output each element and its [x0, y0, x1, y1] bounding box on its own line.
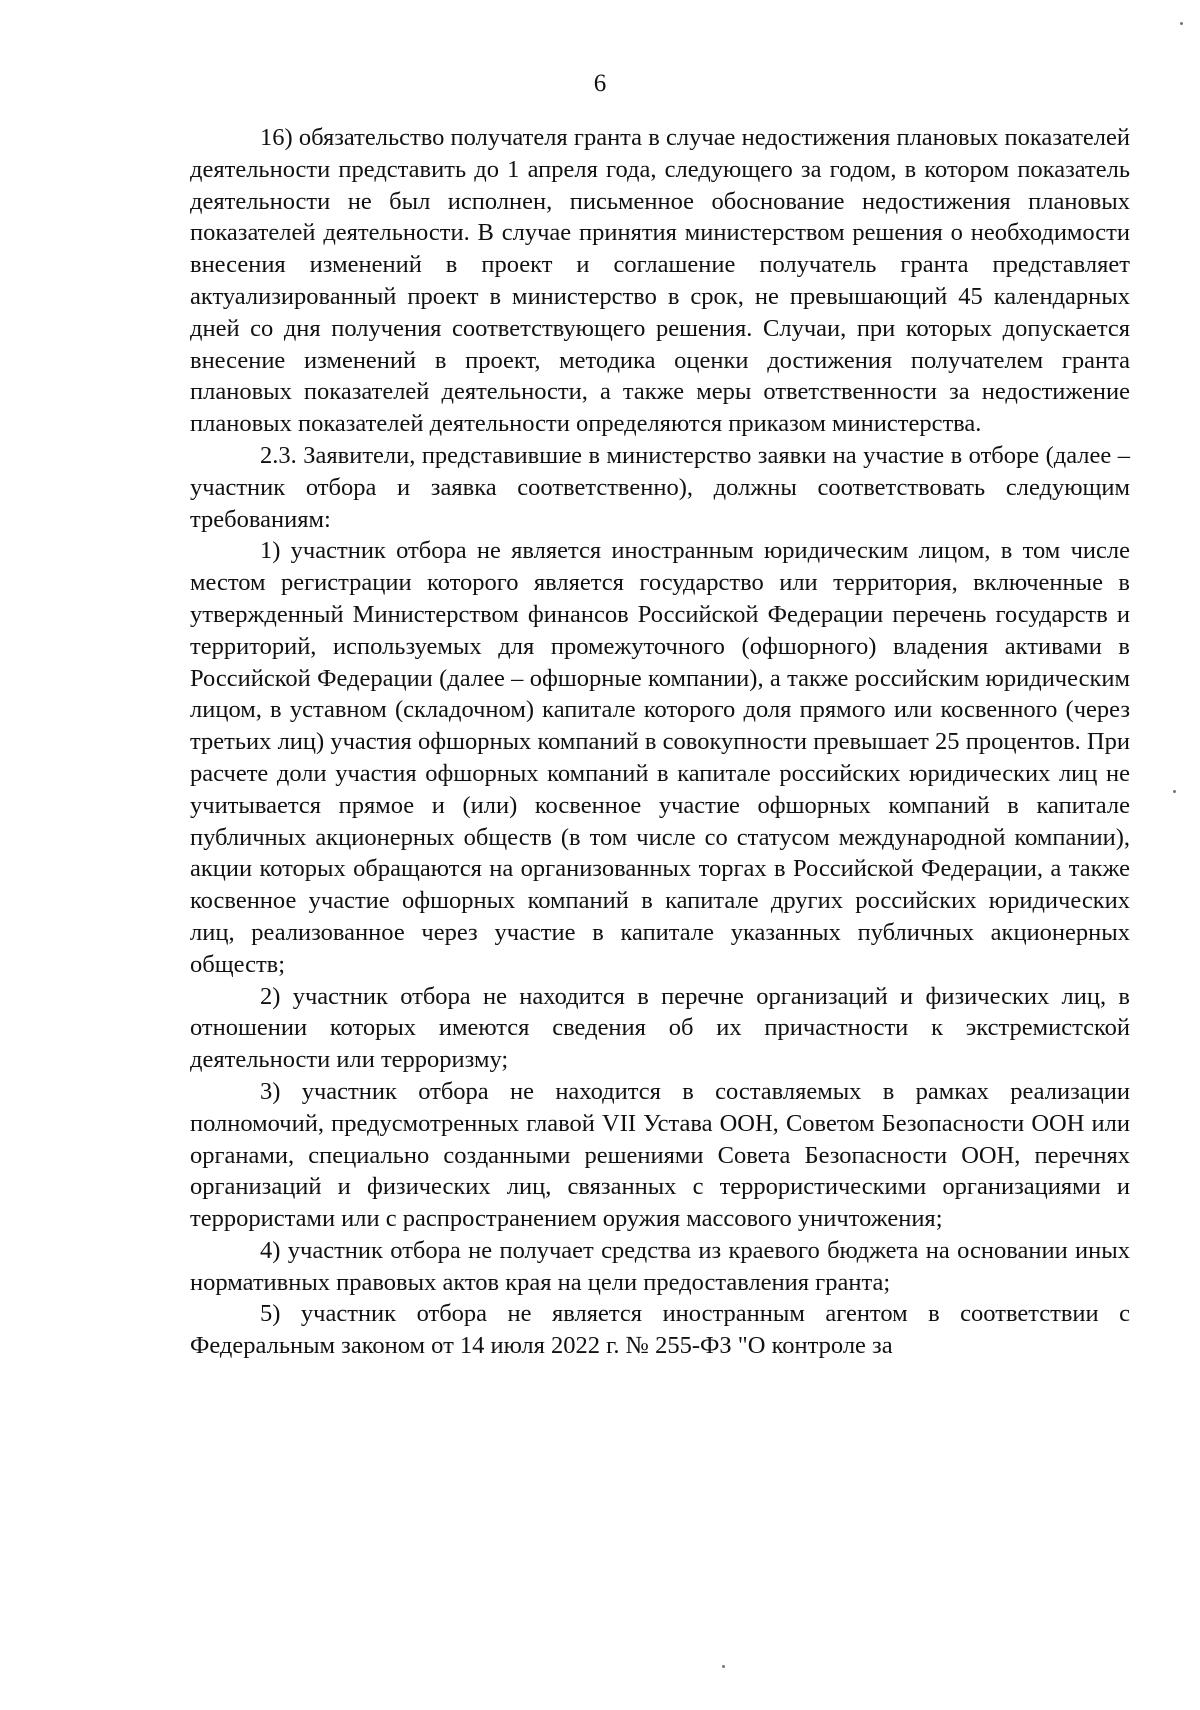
paragraph-requirement-1: 1) участник отбора не является иностранным юридическим лицом, в том числе местом регистрации которого является государство или территория, включенные в утвержденный Министерством финансов Российской Федерации перечень государств и территорий, используемых для промежуточного (офшорного) владения активами в Российской Федерации (далее – офшорные компании), а также российским юридическим лицом, в уставном (складочном) капитале которого доля прямого или косвенного (через третьих лиц) участия офшорных компаний в совокупности превышает 25 процентов. При расчете доли участия офшорных компаний в капитале российских юридических лиц не учитывается прямое и (или) косвенное участие офшорных компаний в капитале публичных акционерных обществ (в том числе со статусом международной компании), акции которых обращаются на организованных торгах в Российской Федерации, а также косвенное участие офшорных компаний в капитале других российских юридических лиц, реализованное через участие в капитале указанных публичных акционерных обществ; [190, 537, 1130, 978]
paragraph-section-2-3: 2.3. Заявители, представившие в министерство заявки на участие в отборе (далее – участник отбора и заявка соответственно), должны соответствовать следующим требованиям: [190, 441, 1130, 533]
paragraph-item-16: 16) обязательство получателя гранта в случае недостижения плановых показателей деятельности представить до 1 апреля года, следующего за годом, в котором показатель деятельности не был исполнен, письменное обоснование недостижения плановых показателей деятельности. В случае принятия министерством решения о необходимости внесения изменений в проект и соглашение получатель гранта представляет актуализированный проект в министерство в срок, не превышающий 45 календарных дней со дня получения соответствующего решения. Случаи, при которых допускается внесение изменений в проект, методика оценки достижения получателем гранта плановых показателей деятельности, а также меры ответственности за недостижение плановых показателей деятельности определяются приказом министерства. [190, 124, 1130, 438]
paragraph-requirement-4: 4) участник отбора не получает средства из краевого бюджета на основании иных нормативных правовых актов края на цели предоставления гранта; [190, 1236, 1130, 1296]
paragraph-requirement-3: 3) участник отбора не находится в составляемых в рамках реализации полномочий, предусмотренных главой VII Устава ООН, Советом Безопасности ООН или органами, специально созданными решениями Совета Безопасности ООН, перечнях организаций и физических лиц, связанных с террористическими организациями и террористами или с распространением оружия массового уничтожения; [190, 1077, 1130, 1233]
document-body [190, 122, 1130, 1362]
paragraph-requirement-2: 2) участник отбора не находится в перечне организаций и физических лиц, в отношении которых имеются сведения об их причастности к экстремистской деятельности или терроризму; [190, 982, 1130, 1074]
paragraph-requirement-5: 5) участник отбора не является иностранным агентом в соответствии с Федеральным законом от 14 июля 2022 г. № 255-ФЗ "О контроле за [190, 1300, 1130, 1360]
scan-speck [1180, 22, 1183, 25]
page-number: 6 [593, 70, 607, 97]
scan-speck [722, 1665, 725, 1668]
scan-speck [1173, 790, 1176, 793]
